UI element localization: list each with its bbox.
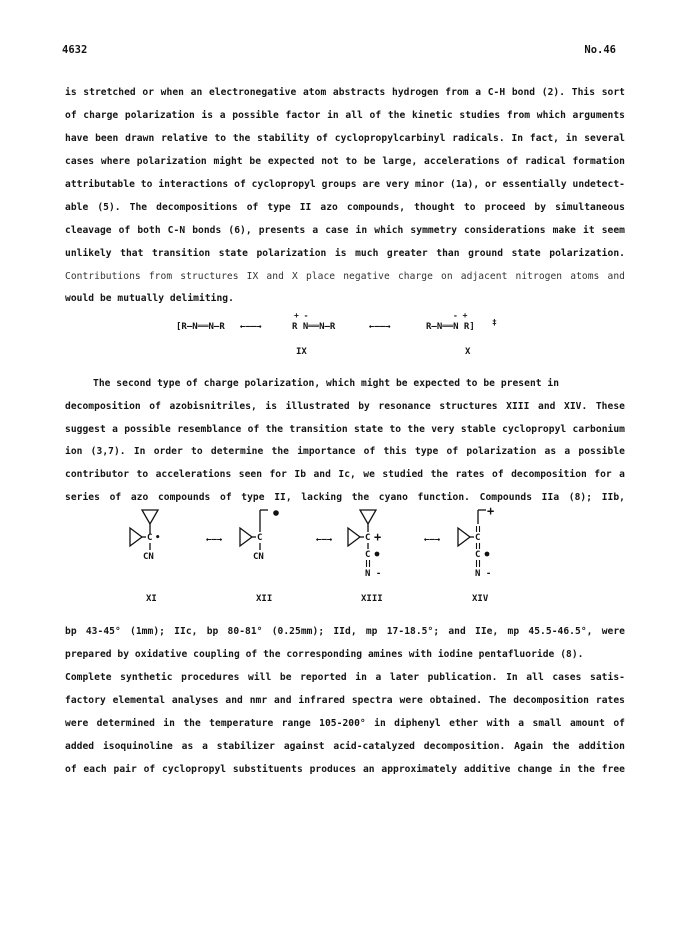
plus-charge: + [374,530,382,544]
cyano-label: CN [253,552,264,562]
label-xiii: XIII [361,594,383,604]
carbon-label: C [365,550,371,560]
carbon-label: C [475,533,481,543]
resonance-arrow: ←——→ [240,322,262,332]
structure-x: R—N══N R] [426,322,475,332]
text-line: prepared by oxidative coupling of the corresponding amines with iodine pentafluoride (8). [65,649,584,660]
label-xii: XII [256,594,273,604]
text-line: of charge polarization is a possible factor in all of the kinetic studies from which arguments [65,110,625,121]
text-line: Complete synthetic procedures will be reported in a later publication. In all cases satis- [65,672,625,683]
text-line: Contributions from structures IX and X place negative charge on adjacent nitrogen atoms and [65,271,625,282]
structure-xii [238,506,308,590]
text-line: cleavage of both C-N bonds (6), presents a case in which symmetry considerations make it seem [65,225,625,236]
charge-x: - + [453,311,468,320]
text-line: suggest a possible resemblance of the transition state to the very stable cyclopropyl carbonium [65,424,625,435]
label-x: X [465,347,471,357]
text-line: able (5). The decompositions of type II azo compounds, thought to proceed by simultaneous [65,202,625,213]
issue-number: No.46 [584,44,616,56]
carbon-label: C [365,533,371,543]
text-line: were determined in the temperature range 105-200° in diphenyl ether with a small amount of [65,718,625,729]
text-line: factory elemental analyses and nmr and infrared spectra were obtained. The decomposition rates [65,695,625,706]
resonance-arrow: ←—→ [206,535,223,545]
text-line: bp 43-45° (1mm); IIc, bp 80-81° (0.25mm); IId, mp 17-18.5°; and IIe, mp 45.5-46.5°, were [65,626,625,637]
label-xi: XI [146,594,157,604]
carbon-label: C [475,550,481,560]
text-line: is stretched or when an electronegative atom abstracts hydrogen from a C-H bond (2). This sort [65,87,625,98]
structure-left: [R—N══N—R [176,322,225,332]
structure-xiii [346,506,416,590]
text-line: ion (3,7). In order to determine the importance of this type of polarization as a possible [65,446,625,457]
resonance-arrow: ←—→ [316,535,333,545]
nitrogen-anion-label: N - [365,569,382,579]
carbon-label: C [147,533,153,543]
text-line: unlikely that transition state polarization is much greater than ground state polarization. [65,248,625,259]
text-line: have been drawn relative to the stability of cyclopropylcarbinyl radicals. In fact, in several [65,133,625,144]
text-line: decomposition of azobisnitriles, is illustrated by resonance structures XIII and XIV. These [65,401,625,412]
structure-xiv [456,506,526,590]
charge-ix: + - [294,311,309,320]
double-dagger: ‡ [492,318,497,327]
page-number: 4632 [62,44,88,56]
nitrogen-anion-label: N - [475,569,492,579]
carbon-label: C [257,533,263,543]
label-ix: IX [296,347,307,357]
label-xiv: XIV [472,594,489,604]
resonance-arrow: ←——→ [369,322,391,332]
text-line: attributable to interactions of cyclopropyl groups are very minor (1a), or essentially undetect- [65,179,625,190]
structure-ix: R N══N—R [292,322,336,332]
text-line: cases where polarization might be expected not to be large, accelerations of radical formation [65,156,625,167]
structure-xi [128,506,198,590]
text-line: added isoquinoline as a stabilizer against acid-catalyzed decomposition. Again the addition [65,741,625,752]
radical-dot: • [155,533,161,543]
text-line: would be mutually delimiting. [65,293,234,304]
text-line: The second type of charge polarization, which might be expected to be present in [93,378,560,389]
resonance-arrow: ←—→ [424,535,441,545]
cyano-label: CN [143,552,154,562]
text-line: contributor to accelerations seen for Ib and Ic, we studied the rates of decomposition for a [65,469,625,480]
plus-charge: + [487,504,495,518]
text-line: series of azo compounds of type II, lacking the cyano function. Compounds IIa (8); IIb, [65,492,625,503]
text-line: of each pair of cyclopropyl substituents produces an approximately additive change in the free [65,764,625,775]
